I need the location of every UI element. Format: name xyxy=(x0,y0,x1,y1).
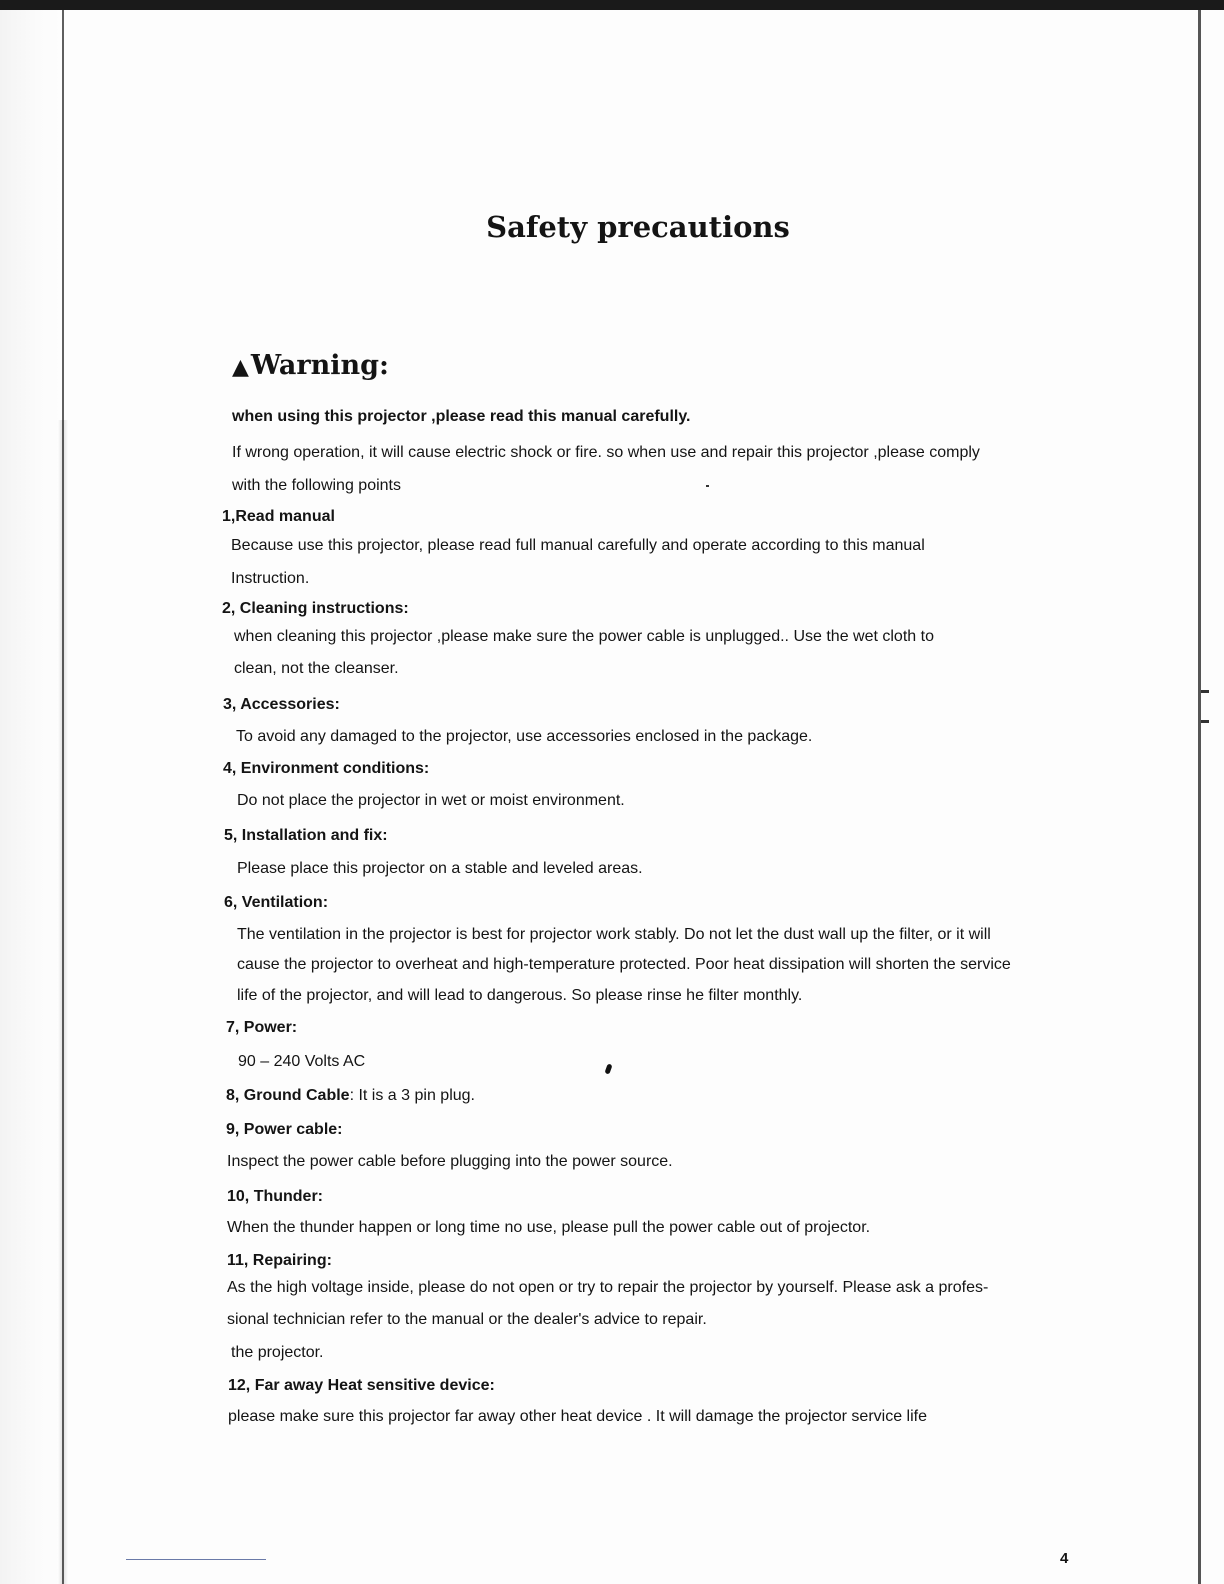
edge-tick xyxy=(1201,690,1209,693)
page-number: 4 xyxy=(1060,1550,1069,1567)
scan-speck xyxy=(706,485,709,487)
section-heading: 6, Ventilation: xyxy=(224,894,329,911)
binding-line xyxy=(62,10,64,1584)
warning-label: Warning: xyxy=(250,350,389,381)
section-text-line: Do not place the projector in wet or moist environment. xyxy=(237,792,625,809)
section-heading: 8, Ground Cable xyxy=(226,1087,350,1104)
scan-right-border xyxy=(1198,10,1201,1584)
section-heading: 12, Far away Heat sensitive device: xyxy=(228,1377,495,1394)
section-text-line: Instruction. xyxy=(231,570,310,587)
section-text-line: clean, not the cleanser. xyxy=(234,660,399,677)
section-heading: 11, Repairing: xyxy=(227,1252,332,1269)
section-text-line: when cleaning this projector ,please make sure the power cable is unplugged.. Use the wet cloth to xyxy=(234,628,934,645)
section-inline-line xyxy=(226,1087,475,1105)
section-text-line: The ventilation in the projector is best for projector work stably. Do not let the dust wall up the filter, or it will xyxy=(237,926,991,943)
section-text-line: When the thunder happen or long time no use, please pull the power cable out of projector. xyxy=(227,1219,871,1236)
section-heading: 1,Read manual xyxy=(222,508,335,525)
edge-tick xyxy=(1201,720,1209,723)
section-heading: 5, Installation and fix: xyxy=(224,827,388,844)
section-text-line: cause the projector to overheat and high-temperature protected. Poor heat dissipation will shorten the service xyxy=(237,956,1011,973)
warning-triangle-icon: ▲ xyxy=(232,354,249,380)
section-text-line: life of the projector, and will lead to dangerous. So please rinse he filter monthly. xyxy=(237,987,803,1004)
page-title: Safety precautions xyxy=(486,210,790,244)
ink-mark xyxy=(604,1063,612,1074)
section-heading: 4, Environment conditions: xyxy=(223,760,430,777)
warning-heading xyxy=(232,350,389,381)
intro-bold-line: when using this projector ,please read this manual carefully. xyxy=(232,408,691,425)
section-text-line: As the high voltage inside, please do not open or try to repair the projector by yourself. Please ask a profes- xyxy=(227,1279,989,1296)
section-heading: 10, Thunder: xyxy=(227,1188,324,1205)
section-heading: 7, Power: xyxy=(226,1019,298,1036)
section-text-line: sional technician refer to the manual or the dealer's advice to repair. xyxy=(227,1311,707,1328)
section-heading: 3, Accessories: xyxy=(223,696,340,713)
section-text-line: 90 – 240 Volts AC xyxy=(238,1053,366,1070)
footer-rule xyxy=(126,1559,266,1560)
scan-left-margin xyxy=(0,10,62,1584)
section-text-line: Because use this projector, please read full manual carefully and operate according to this manual xyxy=(231,537,925,554)
section-text-line: To avoid any damaged to the projector, use accessories enclosed in the package. xyxy=(236,728,813,745)
section-inline-text: : It is a 3 pin plug. xyxy=(349,1087,475,1104)
section-heading: 2, Cleaning instructions: xyxy=(222,600,409,617)
section-text-line: the projector. xyxy=(231,1344,324,1361)
section-text-line: Inspect the power cable before plugging into the power source. xyxy=(227,1153,673,1170)
intro-text-line: with the following points xyxy=(232,477,401,494)
intro-text-line: If wrong operation, it will cause electric shock or fire. so when use and repair this projector ,please comply xyxy=(232,444,980,461)
section-text-line: please make sure this projector far away other heat device . It will damage the projector service life xyxy=(228,1408,927,1425)
section-heading: 9, Power cable: xyxy=(226,1121,343,1138)
section-text-line: Please place this projector on a stable and leveled areas. xyxy=(237,860,643,877)
scan-top-border xyxy=(0,0,1224,10)
